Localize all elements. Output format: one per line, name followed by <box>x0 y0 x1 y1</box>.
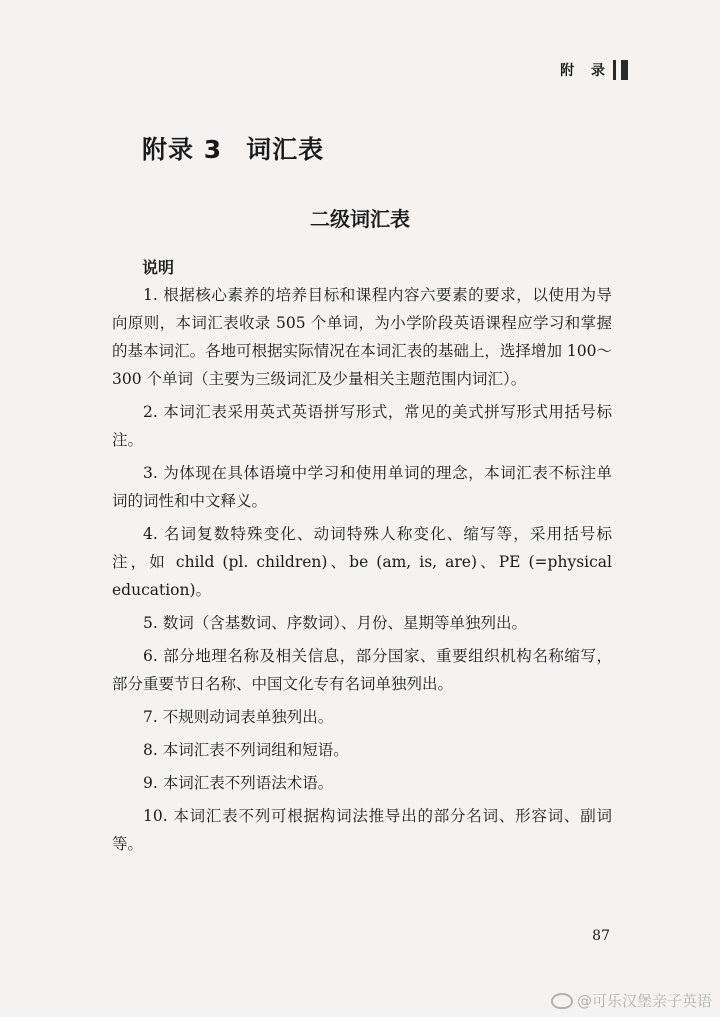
paragraph-4: 4. 名词复数特殊变化、动词特殊人称变化、缩写等，采用括号标注，如 child (pl. children)、be (am, is, are)、PE (=physical education)。 <box>112 525 612 599</box>
paragraph-6: 6. 部分地理名称及相关信息，部分国家、重要组织机构名称缩写，部分重要节日名称、中国文化专有名词单独列出。 <box>112 647 612 693</box>
paragraph-10: 10. 本词汇表不列可根据构词法推导出的部分名词、形容词、副词等。 <box>112 807 612 853</box>
paragraph-9: 9. 本词汇表不列语法术语。 <box>143 774 334 792</box>
paragraph-8: 8. 本词汇表不列词组和短语。 <box>143 741 349 759</box>
section-title: 二级词汇表 <box>310 207 410 231</box>
running-head-bar-thin <box>613 60 616 80</box>
paragraph-1: 1. 根据核心素养的培养目标和课程内容六要素的要求，以使用为导向原则，本词汇表收录 505 个单词，为小学阶段英语课程应学习和掌握的基本词汇。各地可根据实际情况在本词汇表的基础上，选择增加 100～300 个单词（主要为三级词汇及少量相关主题范围内词汇）。 <box>112 286 612 388</box>
weibo-icon <box>551 993 573 1009</box>
paragraph-5: 5. 数词（含基数词、序数词）、月份、星期等单独列出。 <box>143 614 527 632</box>
running-head <box>560 60 628 80</box>
page-number: 87 <box>592 928 610 944</box>
running-head-bar-thick <box>621 60 628 80</box>
running-head-text: 附 录 <box>560 63 611 79</box>
paragraph-7: 7. 不规则动词表单独列出。 <box>143 708 334 726</box>
body-text <box>112 281 612 863</box>
watermark <box>551 990 712 1011</box>
subhead: 说明 <box>142 258 175 277</box>
appendix-title <box>142 130 324 166</box>
watermark-text: @可乐汉堡亲子英语 <box>576 992 712 1010</box>
appendix-number: 附录 3 <box>142 135 223 164</box>
paragraph-3: 3. 为体现在具体语境中学习和使用单词的理念，本词汇表不标注单词的词性和中文释义。 <box>112 464 612 510</box>
paragraph-2: 2. 本词汇表采用英式英语拼写形式，常见的美式拼写形式用括号标注。 <box>112 403 612 449</box>
appendix-name: 词汇表 <box>246 135 325 164</box>
